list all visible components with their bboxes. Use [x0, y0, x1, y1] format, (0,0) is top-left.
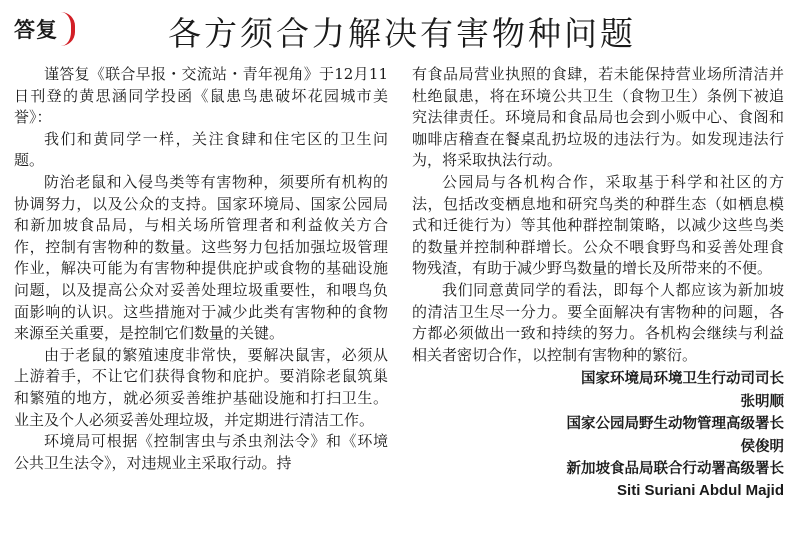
signature-block: [412, 368, 784, 502]
paragraph: 防治老鼠和入侵鸟类等有害物种，须要所有机构的协调努力，以及公众的支持。国家环境局、国家公园局和新加坡食品局，与相关场所管理者和利益攸关方合作，控制有害物种的数量。这些努力包括加强垃圾管理作业，解决可能为有害物种提供庇护或食物的基础设施问题，以及提高公众对妥善处理垃圾重要性，和喂鸟负面影响的认识。这些措施对于减少此类有害物种的食物来源至关重要，是控制它们数量的关键。: [14, 172, 388, 343]
signatory-title: 新加坡食品局联合行动署高级署长: [566, 460, 784, 477]
paragraph: 环境局可根据《控制害虫与杀虫剂法令》和《环境公共卫生法令》，对违规业主采取行动。持: [14, 432, 388, 472]
article-column-left: [14, 64, 388, 474]
article-title: 各方须合力解决有害物种问题: [168, 14, 636, 53]
paragraph: 谨答复《联合早报・交流站・青年视角》于12月11日刊登的黄思涵同学投函《鼠患鸟患破坏花园城市美誉》：: [14, 65, 388, 127]
paragraph: 我们同意黄同学的看法，即每个人都应该为新加坡的清洁卫生尽一分力。要全面解决有害物种的问题，各方都必须做出一致和持续的努力。各机构会继续与利益相关者密切合作，以控制有害物种的繁衍。: [412, 280, 784, 364]
header: [0, 0, 796, 62]
section-tag: [14, 12, 75, 46]
signatory-title: 国家公园局野生动物管理高级署长: [566, 416, 784, 433]
paragraph: 由于老鼠的繁殖速度非常快，要解决鼠害，必须从上游着手，不让它们获得食物和庇护。要消除老鼠筑巢和繁殖的地方，就必须妥善维护基础设施和打扫卫生。业主及个人必须妥善处理垃圾，并定期进行清洁工作。: [14, 345, 388, 429]
section-tag-label: 答复: [14, 18, 58, 42]
article-column-right: [412, 64, 784, 503]
red-arc-icon: [61, 12, 75, 46]
paragraph: 我们和黄同学一样，关注食肆和住宅区的卫生问题。: [14, 129, 388, 170]
signatory-title: 国家环境局环境卫生行动司司长: [581, 371, 784, 388]
signatory-name: 张明顺: [740, 393, 784, 410]
signatory-name: Siti Suriani Abdul Majid: [617, 482, 784, 500]
paragraph-continuation: 有食品局营业执照的食肆，若未能保持营业场所清洁并杜绝鼠患，将在环境公共卫生（食物卫生）条例下被追究法律责任。环境局和食品局也会到小贩中心、食阁和咖啡店稽查在餐桌乱扔垃圾的违法行为。如发现违法行为，将采取执法行动。: [412, 65, 784, 170]
paragraph: 公园局与各机构合作，采取基于科学和社区的方法，包括改变栖息地和研究鸟类的种群生态（如栖息模式和迁徙行为）等其他种群控制策略，以减少这些鸟类的数量并控制种群增长。公众不喂食野鸟和妥善处理食物残渣，有助于减少野鸟数量的增长及所带来的不便。: [412, 172, 784, 278]
signatory-name: 侯俊明: [740, 438, 784, 455]
